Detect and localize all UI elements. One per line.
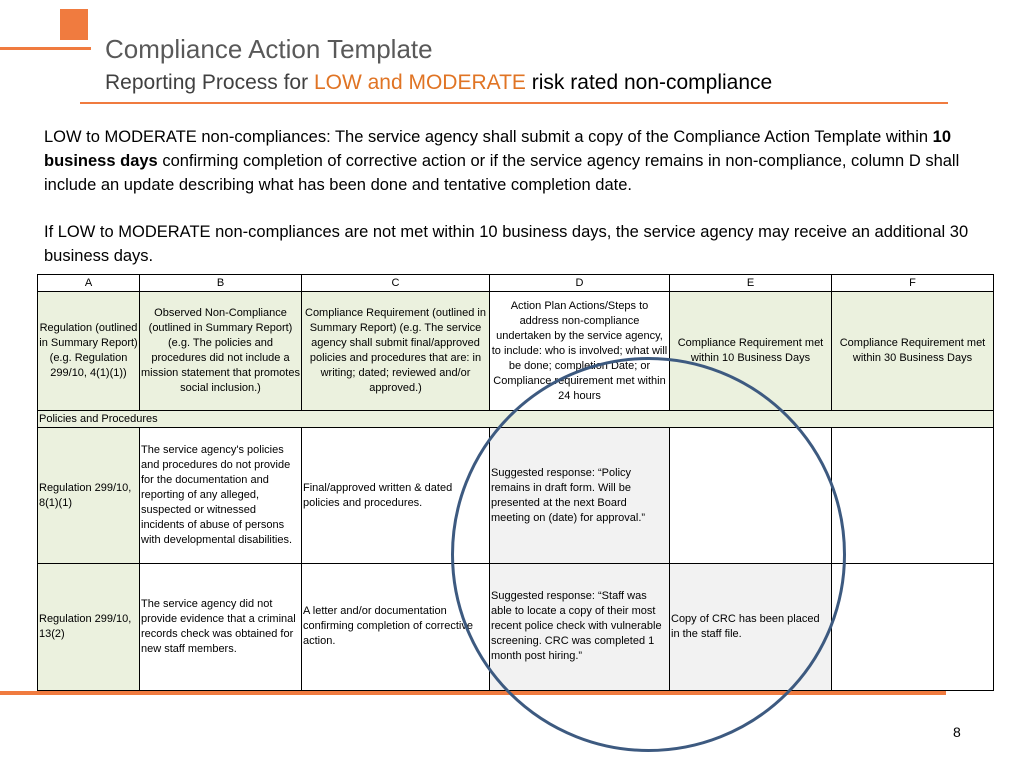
header-observed-non-compliance: Observed Non-Compliance (outlined in Summary Report) (e.g. The policies and procedures did not include a mission statement that promotes social inclusion.) xyxy=(140,292,302,411)
table-row xyxy=(38,563,994,690)
subtitle-suffix: risk rated non-compliance xyxy=(525,71,773,94)
paragraph1-part2: confirming completion of corrective action or if the service agency remains in non-compliance, column D shall include an update describing what has been done and tentative completion date. xyxy=(44,152,960,194)
header-met-10-days: Compliance Requirement met within 10 Business Days xyxy=(670,292,832,411)
paragraph1-part1: LOW to MODERATE non-compliances: The service agency shall submit a copy of the Compliance Action Template within xyxy=(44,128,933,146)
header-met-30-days: Compliance Requirement met within 30 Business Days xyxy=(832,292,994,411)
header-action-plan: Action Plan Actions/Steps to address non-compliance undertaken by the service agency, to include: who is involved; what will be done; completion Date; or Compliance requirement met within 24 hours xyxy=(490,292,670,411)
column-header-row xyxy=(38,292,994,411)
header-compliance-requirement: Compliance Requirement (outlined in Summary Report) (e.g. The service agency shall submit final/approved policies and procedures that are: in writing; dated; reviewed and/or approved.) xyxy=(302,292,490,411)
column-letter: E xyxy=(670,275,832,292)
cell-met-10-days xyxy=(670,428,832,563)
column-letter: C xyxy=(302,275,490,292)
table-row xyxy=(38,428,994,563)
subtitle-prefix: Reporting Process for xyxy=(105,71,314,94)
cell-requirement: A letter and/or documentation confirming completion of corrective action. xyxy=(302,563,490,690)
accent-line-top xyxy=(0,47,91,50)
subtitle-highlight: LOW and MODERATE xyxy=(313,71,526,94)
cell-action: Suggested response: “Policy remains in draft form. Will be presented at the next Board meeting on (date) for approval.” xyxy=(490,428,670,563)
paragraph1-bold: 10 business days xyxy=(44,128,952,170)
accent-square xyxy=(60,9,88,40)
column-letter: D xyxy=(490,275,670,292)
cell-met-10-days: Copy of CRC has been placed in the staff file. xyxy=(670,563,832,690)
section-label: Policies and Procedures xyxy=(38,411,994,428)
cell-observed: The service agency's policies and procedures do not provide for the documentation and reporting of any alleged, suspected or witnessed incidents of abuse of persons with developmental disabilities. xyxy=(140,428,302,563)
section-row xyxy=(38,411,994,428)
column-letter: B xyxy=(140,275,302,292)
cell-action: Suggested response: “Staff was able to locate a copy of their most recent police check with vulnerable screening. CRC was completed 1 month post hiring.” xyxy=(490,563,670,690)
cell-met-30-days xyxy=(832,563,994,690)
header-regulation: Regulation (outlined in Summary Report) (e.g. Regulation 299/10, 4(1)(1)) xyxy=(38,292,140,411)
cell-regulation: Regulation 299/10, 8(1)(1) xyxy=(38,428,140,563)
cell-regulation: Regulation 299/10, 13(2) xyxy=(38,563,140,690)
slide-subtitle xyxy=(105,71,772,95)
cell-met-30-days xyxy=(832,428,994,563)
compliance-action-table xyxy=(37,274,994,691)
column-letter: A xyxy=(38,275,140,292)
cell-requirement: Final/approved written & dated policies and procedures. xyxy=(302,428,490,563)
column-letter: F xyxy=(832,275,994,292)
subtitle-underline xyxy=(80,102,948,104)
instruction-paragraph-1 xyxy=(44,125,974,197)
page-number: 8 xyxy=(953,724,961,740)
accent-line-bottom xyxy=(0,691,946,695)
instruction-paragraph-2: If LOW to MODERATE non-compliances are not met within 10 business days, the service agency may receive an additional 30 business days. xyxy=(44,223,969,265)
slide-title: Compliance Action Template xyxy=(105,34,433,64)
column-letter-row xyxy=(38,275,994,292)
cell-observed: The service agency did not provide evidence that a criminal records check was obtained for new staff members. xyxy=(140,563,302,690)
